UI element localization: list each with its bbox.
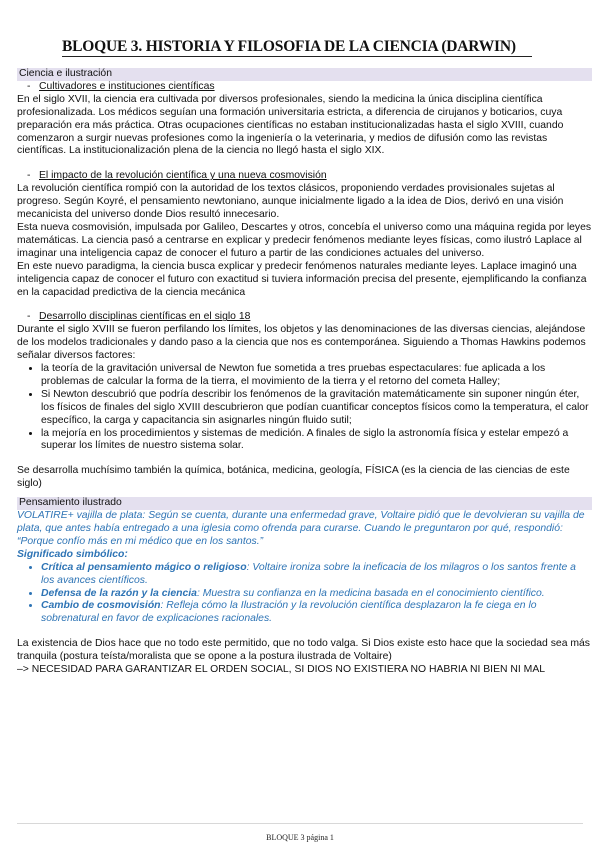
section-heading-ciencia-ilustracion: Ciencia e ilustración bbox=[17, 68, 592, 81]
item-text: : Muestra su confianza en la medicina basada en el conocimiento científico. bbox=[196, 587, 545, 599]
subheading-label: Cultivadores e instituciones científicas bbox=[39, 80, 215, 92]
list-item: • la mejoría en los procedimientos y sistemas de medición. A finales de siglo la astronomía física y estelar empezó a superar los límites de nuestro sistema solar. bbox=[41, 428, 592, 454]
paragraph-cultivadores: En el siglo XVII, la ciencia era cultivada por diversos profesionales, siendo la medicina la única disciplina científica profesionalizada. Los médicos seguían una formación universitaria estricta, a diferencia de cirujanos y boticarios, cuya preparación era más práctica. Otras ocupaciones científicas no estaban institucionalizadas hasta el siglo XVIII, cuando comenzaron a surgir nuevas profesiones como la ingeniería o la veterinaria, y medios de difusión como las revistas científicas. La institucionalización plena de la ciencia no llegó hasta el siglo XIX. bbox=[17, 93, 564, 157]
subheading-dash: - bbox=[27, 311, 31, 323]
paragraph-desarrollo: Durante el siglo XVIII se fueron perfilando los límites, los objetos y las denominaciones de las diversas ciencias, alejándose de los modelos tradicionales y dando paso a la ciencia que nos es contemporánea. Siguiendo a Thomas Hawkins podemos señalar diversos factores: bbox=[17, 324, 586, 362]
document-body bbox=[17, 68, 592, 677]
significado-list bbox=[17, 562, 592, 627]
item-text: : Voltaire ironiza sobre la ineficacia de los milagros o los santos frente a los avances científicos. bbox=[41, 561, 576, 586]
paragraph-impacto-1: La revolución científica rompió con la autoridad de los textos clásicos, proponiendo verdades provisionales sujetas al progreso. Según Koyré, el pensamiento newtoniano, aunque inicialmente ligado a la idea de Dios, derivó en una visión mecanicista del universo donde Dios resultó innecesario. bbox=[17, 183, 564, 221]
item-bold: Crítica al pensamiento mágico o religioso bbox=[41, 561, 247, 573]
footer-divider bbox=[17, 823, 583, 824]
list-item bbox=[41, 588, 592, 601]
item-text: : Refleja cómo la Ilustración y la revolución científica desplazaron la fe ciega en lo sobrenatural en favor de explicaciones racionales. bbox=[41, 600, 537, 625]
page-title: BLOQUE 3. HISTORIA Y FILOSOFIA DE LA CIENCIA (DARWIN) bbox=[62, 38, 516, 55]
title-underline bbox=[62, 56, 532, 57]
page-footer: BLOQUE 3 página 1 bbox=[266, 833, 334, 842]
list-item: • la teoría de la gravitación universal de Newton fue sometida a tres pruebas espectaculares: fue aplicada a los problemas de calcular la forma de la tierra, el movimiento de la tierra y el retorno del cometa Halley; bbox=[41, 363, 592, 389]
subheading-label: El impacto de la revolución científica y una nueva cosmovisión bbox=[39, 170, 327, 182]
paragraph-impacto-2: Esta nueva cosmovisión, impulsada por Galileo, Descartes y otros, concebía el universo como una máquina regida por leyes matemáticas. La ciencia pasó a centrarse en explicar y predecir fenómenos mediante leyes físicas, como ilustró Laplace al imaginar una inteligencia capaz de conocer el futuro a partir de las condiciones actuales del universo. bbox=[17, 221, 592, 259]
factors-list bbox=[17, 363, 592, 453]
item-bold: Defensa de la razón y la ciencia bbox=[41, 587, 197, 599]
list-item bbox=[41, 600, 592, 626]
subheading-desarrollo bbox=[17, 311, 592, 324]
item-bold: Cambio de cosmovisión bbox=[41, 600, 161, 612]
list-item: • Si Newton descubrió que podría describir los fenómenos de la gravitación matemáticamente sin suponer ningún éter, los físicos de finales del siglo XVIII descubrieron que podían cuantificar conceptos físicos como la temperatura, el calor específico, la carga y capacitancia sin asignarles ningún fluido sutil; bbox=[41, 389, 592, 428]
significado-label: Significado simbólico: bbox=[17, 548, 128, 560]
paragraph-voltaire-anecdote: VOLATIRE+ vajilla de plata: Según se cuenta, durante una enfermedad grave, Voltaire pidió que le devolvieran su vajilla de plata, que antes había entregado a una iglesia como ofrenda para curarse. Cuando le preguntaron por qué, respondió: “Porque confío más en mi médico que en los santos.” bbox=[17, 510, 585, 547]
paragraph-arrow-line: –> NECESIDAD PARA GARANTIZAR EL ORDEN SOCIAL, SI DIOS NO EXISTIERA NO HABRIA NI BIEN NI MAL bbox=[17, 664, 546, 676]
subheading-cultivadores bbox=[17, 81, 592, 94]
subheading-impacto bbox=[17, 170, 592, 183]
section-heading-pensamiento-ilustrado: Pensamiento ilustrado bbox=[17, 497, 592, 510]
subheading-label: Desarrollo disciplinas científicas en el siglo 18 bbox=[39, 311, 251, 323]
list-item bbox=[41, 562, 592, 588]
paragraph-conclusion: La existencia de Dios hace que no todo este permitido, que no todo valga. Si Dios existe esto hace que la sociedad sea más tranquila (postura teísta/moralista que se opone a la postura ilustrada de Voltaire) bbox=[17, 638, 590, 663]
paragraph-impacto-3: En este nuevo paradigma, la ciencia busca explicar y predecir fenómenos naturales mediante leyes. Laplace imaginó una inteligencia capaz de conocer el futuro con exactitud si tuviera información precisa del presente, ejemplificando la confianza en la capacidad predictiva de la ciencia mecánica bbox=[17, 260, 587, 298]
subheading-dash: - bbox=[27, 80, 31, 92]
paragraph-otras-ciencias: Se desarrolla muchísimo también la química, botánica, medicina, geología, FÍSICA (es la ciencia de las ciencias de este siglo) bbox=[17, 465, 570, 490]
subheading-dash: - bbox=[27, 170, 31, 182]
